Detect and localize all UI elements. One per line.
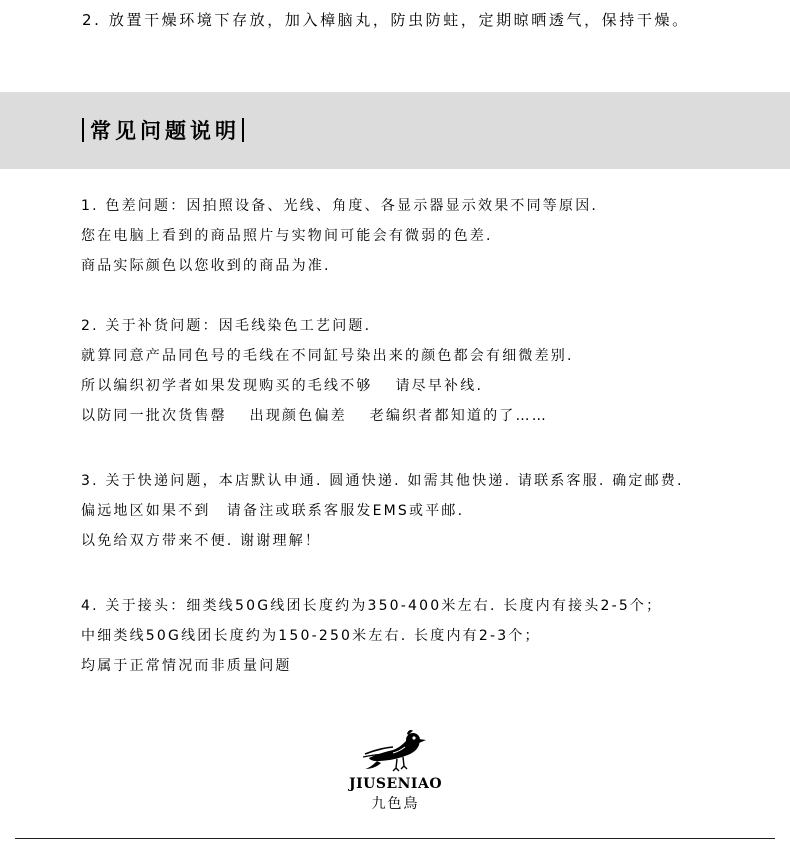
faq-line: 中细类线50G线团长度约为150-250米左右. 长度内有2-3个；	[81, 628, 541, 644]
section-title	[82, 118, 244, 144]
faq-line: 偏远地区如果不到 请备注或联系客服发EMS或平邮.	[81, 503, 465, 519]
faq-line: 3. 关于快递问题，本店默认申通. 圆通快递. 如需其他快递. 请联系客服. 确定邮费.	[81, 473, 684, 489]
care-instruction-line: 2. 放置干燥环境下存放，加入樟脑丸，防虫防蛀，定期晾晒透气，保持干燥。	[82, 11, 690, 29]
faq-line: 商品实际颜色以您收到的商品为准.	[81, 258, 331, 274]
faq-line: 均属于正常情况而非质量问题	[81, 658, 292, 674]
title-bar-left	[82, 118, 84, 142]
faq-line: 以防同一批次货售罄 出现颜色偏差 老编织者都知道的了……	[81, 408, 548, 424]
title-bar-right	[242, 118, 244, 142]
section-title-text: 常见问题说明	[90, 119, 240, 143]
faq-line: 您在电脑上看到的商品照片与实物间可能会有微弱的色差.	[81, 228, 493, 244]
brand-name-cn: 九色鳥	[371, 796, 420, 812]
brand-name-en: JIUSENIAO	[348, 776, 443, 792]
faq-line: 1. 色差问题：因拍照设备、光线、角度、各显示器显示效果不同等原因.	[81, 198, 599, 214]
faq-line: 4. 关于接头：细类线50G线团长度约为350-400米左右. 长度内有接头2-5个；	[81, 598, 663, 614]
faq-line: 所以编织初学者如果发现购买的毛线不够 请尽早补线.	[81, 378, 484, 394]
faq-item-shipping	[81, 466, 684, 556]
faq-line: 就算同意产品同色号的毛线在不同缸号染出来的颜色都会有细微差别.	[81, 348, 574, 364]
faq-line: 以免给双方带来不便. 谢谢理解！	[81, 533, 322, 549]
faq-item-color-difference	[81, 191, 598, 281]
faq-line: 2. 关于补货问题：因毛线染色工艺问题.	[81, 318, 372, 334]
faq-item-joints	[81, 591, 662, 681]
bird-logo-icon	[363, 728, 429, 774]
bottom-divider	[15, 838, 775, 839]
brand-logo	[338, 728, 453, 813]
faq-item-restock	[81, 311, 574, 431]
